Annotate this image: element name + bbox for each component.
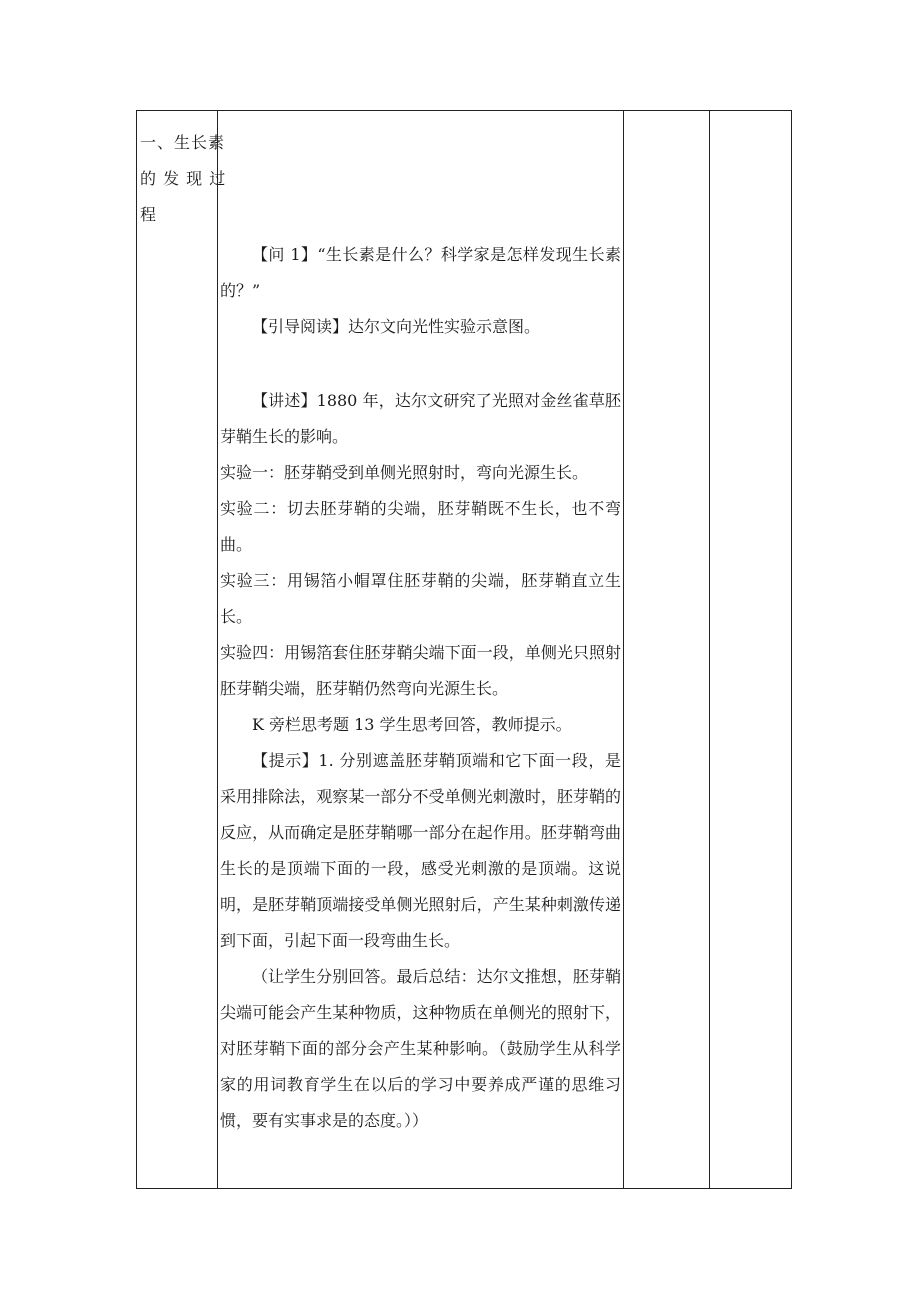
experiment-4-paragraph: 实验四：用锡箔套住胚芽鞘尖端下面一段，单侧光只照射胚芽鞘尖端，胚芽鞘仍然弯向光源生长。 (220, 643, 621, 698)
section-title-line: 的 发 现 过 (140, 169, 227, 188)
summary-paragraph: （让学生分别回答。最后总结：达尔文推想，胚芽鞘尖端可能会产生某种物质，这种物质在单侧光的照射下，对胚芽鞘下面的部分会产生某种影响。（鼓励学生从科学家的用词教育学生在以后的学习中要养成严谨的思维习惯，要有实事求是的态度。）） (220, 967, 621, 1130)
section-title-line: 一、生长素 (140, 133, 226, 152)
lecture-paragraph: 【讲述】1880 年，达尔文研究了光照对金丝雀草胚芽鞘生长的影响。 (220, 391, 621, 446)
sidebar-question-paragraph: K 旁栏思考题 13 学生思考回答，教师提示。 (252, 715, 572, 734)
lesson-plan-table (136, 110, 792, 1189)
section-title-cell (137, 111, 227, 1189)
guided-reading-paragraph: 【引导阅读】达尔文向光性实验示意图。 (252, 317, 541, 336)
teaching-content (218, 111, 623, 1139)
section-title-line: 程 (140, 205, 158, 224)
section-title (137, 111, 227, 233)
hint-paragraph: 【提示】1. 分别遮盖胚芽鞘顶端和它下面一段，是采用排除法，观察某一部分不受单侧光刺激时，胚芽鞘的反应，从而确定是胚芽鞘哪一部分在起作用。胚芽鞘弯曲生长的是顶端下面的一段，感受光刺激的是顶端。这说明，是胚芽鞘顶端接受单侧光照射后，产生某种刺激传递到下面，引起下面一段弯曲生长。 (220, 751, 621, 950)
experiment-2-paragraph: 实验二：切去胚芽鞘的尖端，胚芽鞘既不生长，也不弯曲。 (220, 499, 621, 554)
experiment-1-paragraph: 实验一：胚芽鞘受到单侧光照射时，弯向光源生长。 (220, 463, 589, 482)
experiment-3-paragraph: 实验三：用锡箔小帽罩住胚芽鞘的尖端，胚芽鞘直立生长。 (220, 571, 621, 626)
empty-column-cell (624, 111, 710, 1189)
empty-column-cell (710, 111, 792, 1189)
question-paragraph: 【问 1】“生长素是什么？科学家是怎样发现生长素的？” (220, 245, 621, 300)
table-row (137, 111, 792, 1189)
teaching-content-cell (218, 111, 624, 1189)
